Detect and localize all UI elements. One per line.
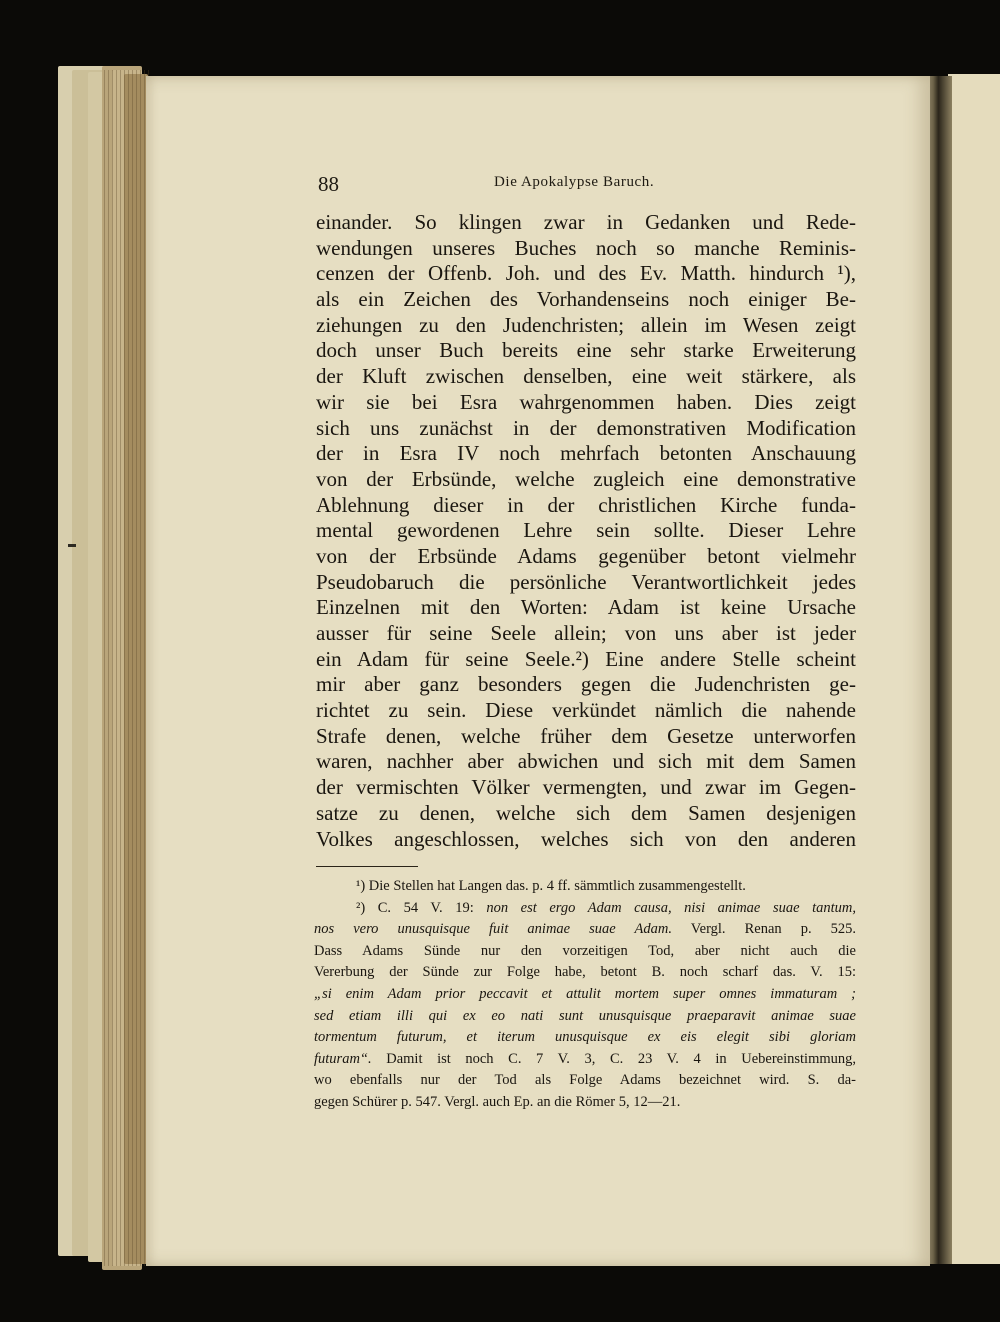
footnote-2-line: tormentum futurum, et iterum unusquisque ex eis elegit sibi gloriam [314, 1029, 856, 1046]
footnote-2-line [314, 898, 856, 920]
text-line: ausser für seine Seele allein; von uns aber ist jeder [316, 621, 856, 645]
text-line: Einzelnen mit den Worten: Adam ist keine Ursache [316, 595, 856, 620]
text-line: mental gewordenen Lehre sein sollte. Dieser Lehre [316, 518, 856, 543]
text-line: Ablehnung dieser in der christlichen Kirche funda- [316, 492, 856, 517]
footnote-2-line: sed etiam illi qui ex eo nati sunt unusquisque praeparavit animae suae [314, 1007, 856, 1024]
footnote-2-line [314, 919, 856, 941]
text-line: Strafe denen, welche früher dem Gesetze unterworfen [316, 723, 856, 748]
text-line: wir sie bei Esra wahrgenommen haben. Dies zeigt [316, 389, 856, 414]
text-line: von der Erbsünde Adams gegenüber betont vielmehr [316, 543, 856, 568]
running-head: Die Apokalypse Baruch. [494, 174, 655, 190]
footnote-2-line: wo ebenfalls nur der Tod als Folge Adams bezeichnet wird. S. da- [314, 1072, 856, 1089]
text-line: mir aber ganz besonders gegen die Judenchristen ge- [316, 672, 856, 697]
page-edge-stack [104, 70, 150, 1266]
text-line: ziehungen zu den Judenchristen; allein im Wesen zeigt [316, 312, 856, 337]
footnote-2-line: gegen Schürer p. 547. Vergl. auch Ep. an die Römer 5, 12—21. [314, 1093, 681, 1110]
footnote-2-text: Damit ist noch C. 7 V. 3, C. 23 V. 4 in Uebereinstimmung, [371, 1050, 856, 1067]
page-header [318, 172, 858, 196]
text-line: wendungen unseres Buches noch so manche Reminis- [316, 235, 856, 260]
footnote-2-line: Dass Adams Sünde nur den vorzeitigen Tod, aber nicht auch die [314, 942, 856, 959]
text-line: sich uns zunächst in der demonstrativen Modification [316, 415, 856, 440]
text-line: einander. So klingen zwar in Gedanken und Rede- [316, 210, 856, 234]
margin-mark [68, 544, 76, 547]
text-line: der vermischten Völker vermengten, und zwar im Gegen- [316, 775, 856, 800]
footnote-2-line: Vererbung der Sünde zur Folge habe, betont B. noch scharf das. V. 15: [314, 964, 856, 981]
text-line: waren, nachher aber abwichen und sich mit dem Samen [316, 749, 856, 774]
footnote-rule [316, 866, 418, 867]
text-line: satze zu denen, welche sich dem Samen desjenigen [316, 800, 856, 825]
text-line: der in Esra IV noch mehrfach betonten Anschauung [316, 441, 856, 466]
footnote-2-quote: non est ergo Adam causa, nisi animae suae tantum, [486, 899, 857, 916]
text-line: Pseudobaruch die persönliche Verantwortlichkeit jedes [316, 569, 856, 594]
text-line: der Kluft zwischen denselben, eine weit stärkere, als [316, 364, 856, 389]
footnote-2-ref: ²) C. 54 V. 19: [356, 899, 487, 916]
footnote-1: ¹) Die Stellen hat Langen das. p. 4 ff. sämmtlich zusammengestellt. [356, 878, 746, 894]
footnote-2-text: Vergl. Renan p. 525. [671, 921, 856, 938]
text-line: von der Erbsünde, welche zugleich eine demonstrative [316, 466, 856, 491]
footnote-2-line [314, 1049, 856, 1071]
text-line: als ein Zeichen des Vorhandenseins noch einiger Be- [316, 287, 856, 312]
page-number: 88 [318, 172, 339, 196]
text-line: cenzen der Offenb. Joh. und des Ev. Matth. hindurch ¹), [316, 261, 856, 286]
facing-page [948, 74, 1000, 1264]
footnotes [314, 876, 856, 1114]
footnote-2-quote: nos vero unusquisque fuit animae suae Adam. [314, 921, 672, 938]
text-line: Volkes angeschlossen, welches sich von den anderen [316, 826, 856, 851]
text-line: ein Adam für seine Seele.²) Eine andere Stelle scheint [316, 646, 856, 671]
text-line: richtet zu sein. Diese verkündet nämlich die nahende [316, 698, 856, 723]
body-text [316, 210, 856, 852]
text-line: doch unser Buch bereits eine sehr starke Erweiterung [316, 338, 856, 363]
footnote-2-quote: futuram“. [314, 1050, 372, 1067]
footnote-2-line: „si enim Adam prior peccavit et attulit mortem super omnes immaturam ; [314, 985, 856, 1002]
